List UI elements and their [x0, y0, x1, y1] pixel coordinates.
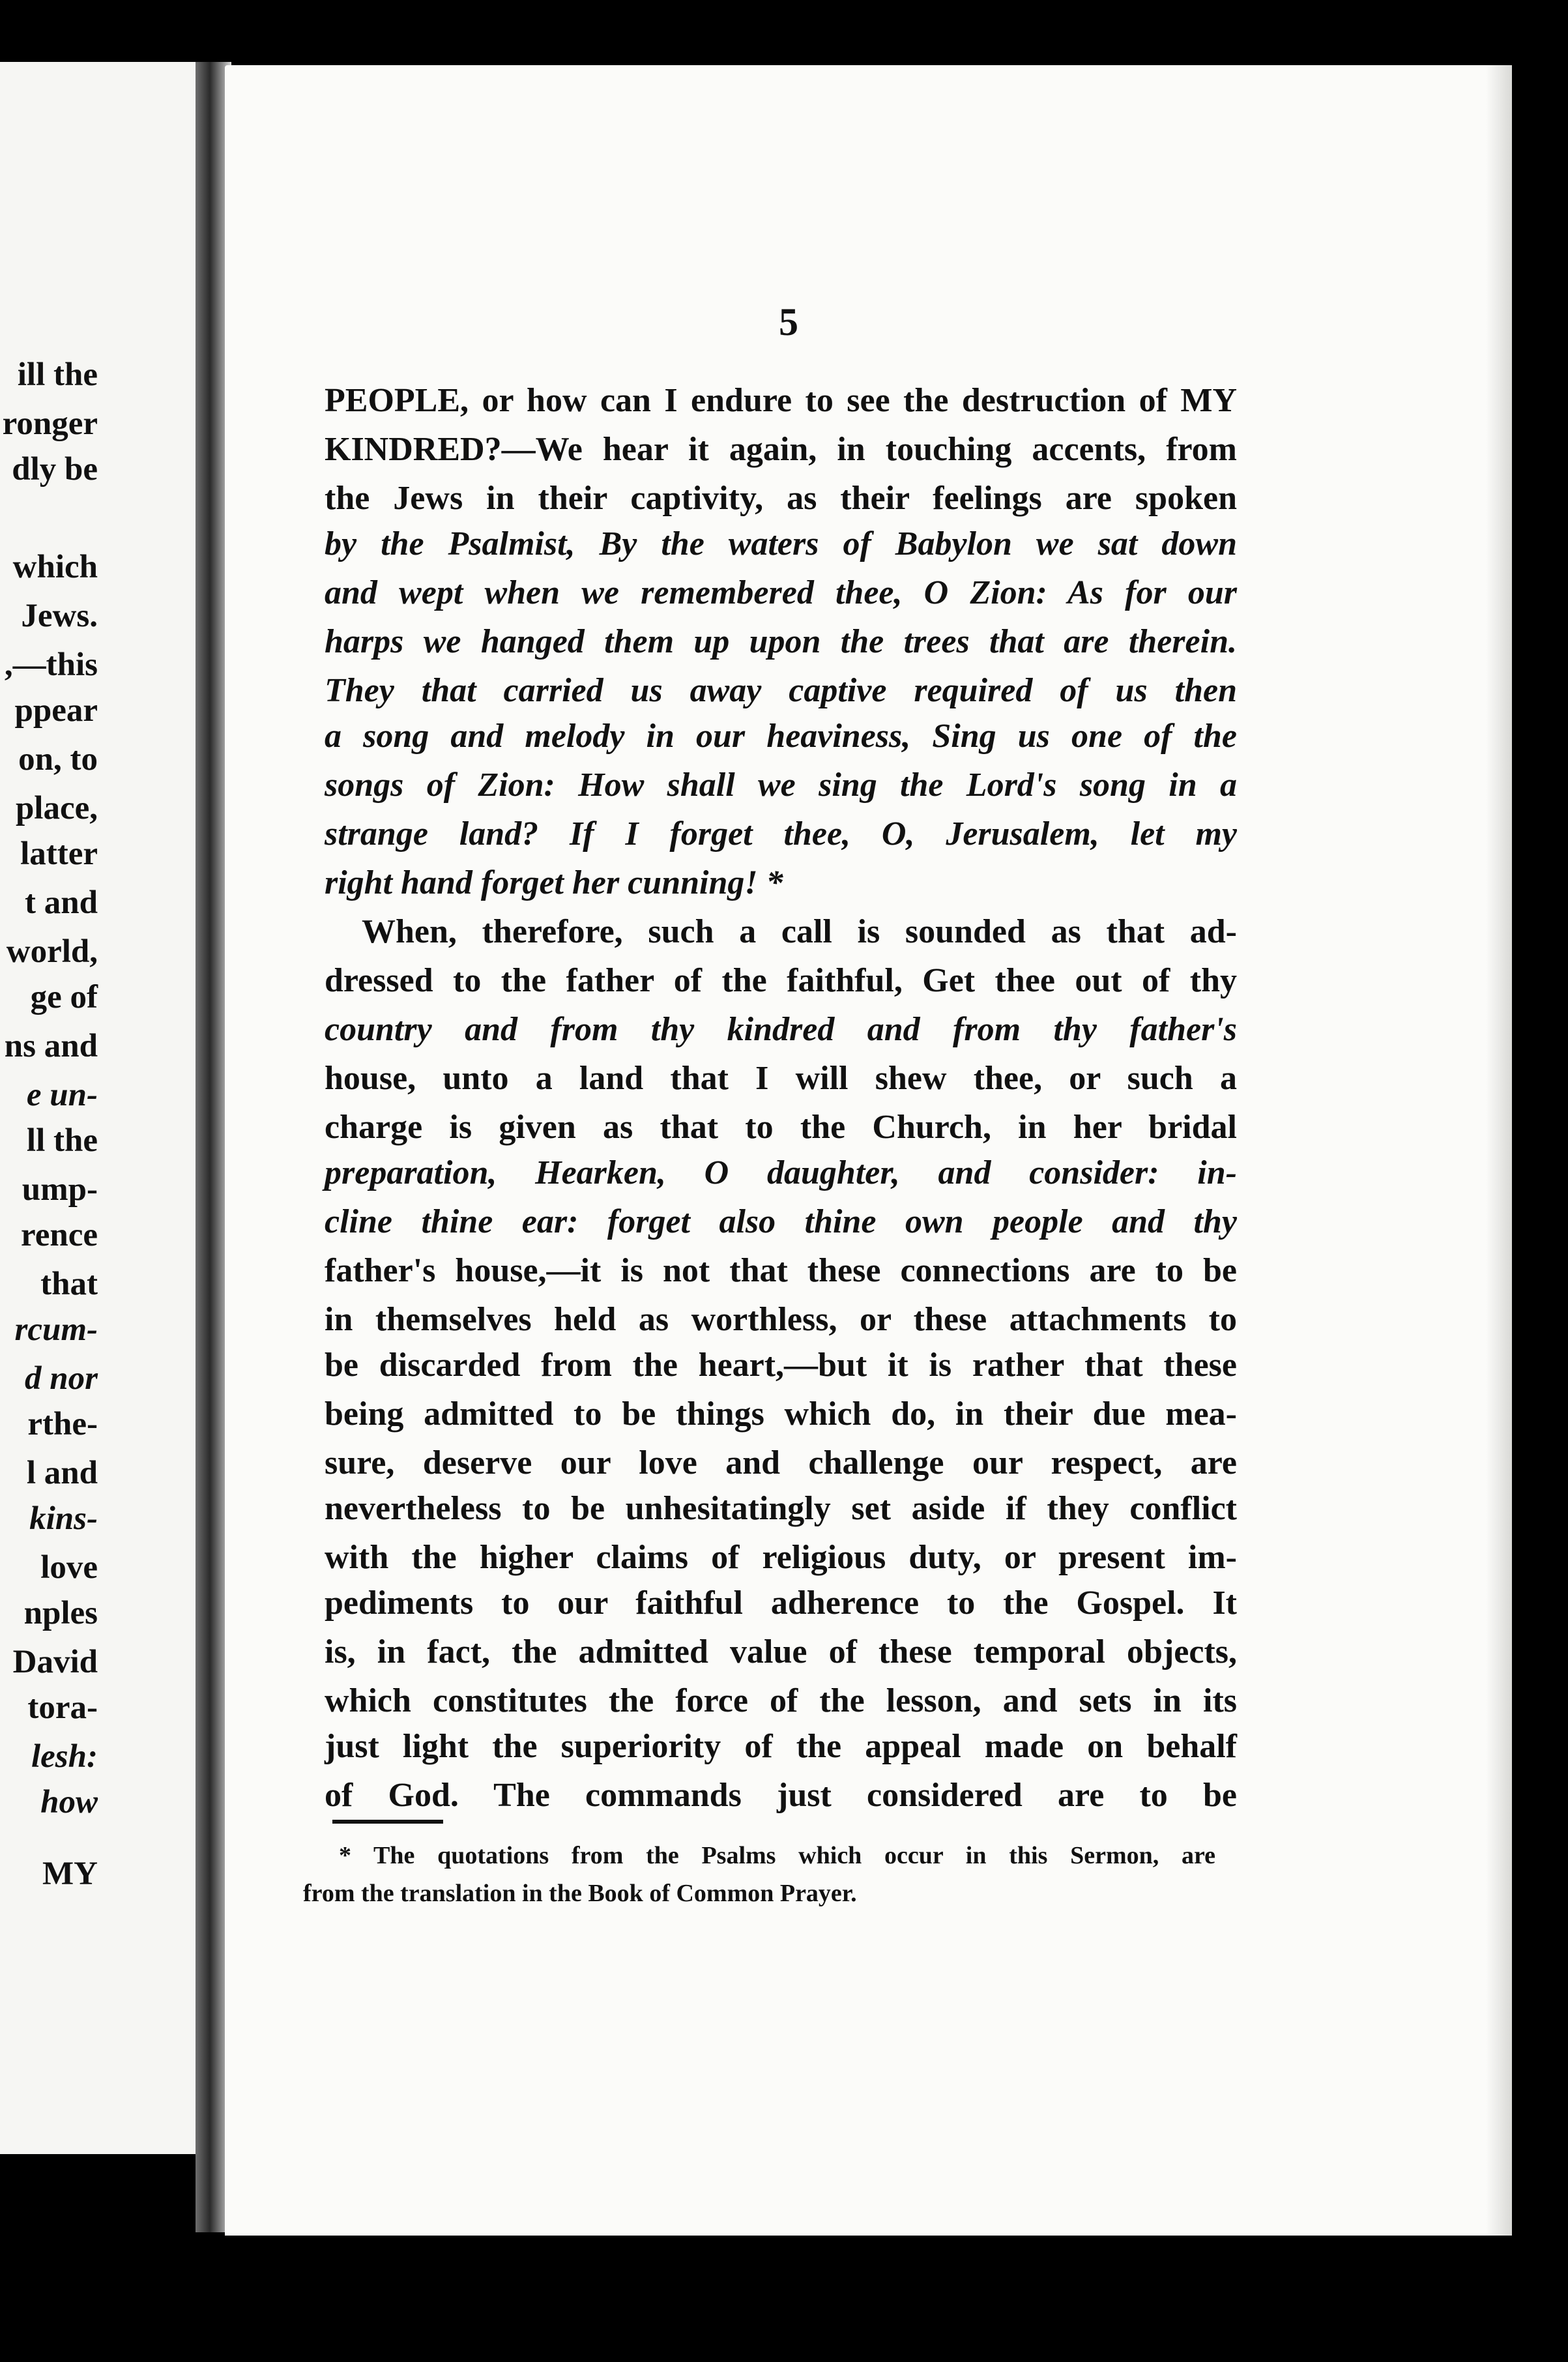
left-page-line: ump-: [22, 1171, 98, 1208]
left-page-line: David: [12, 1644, 98, 1680]
body-line: songs of Zion: How shall we sing the Lord's song in a: [325, 766, 1237, 804]
left-page-line: ge of: [30, 979, 98, 1015]
body-line: dressed to the father of the faithful, Get thee out of thy: [325, 962, 1237, 999]
body-line: PEOPLE, or how can I endure to see the destruction of MY: [325, 382, 1237, 419]
body-line: KINDRED?—We hear it again, in touching accents, from: [325, 431, 1237, 468]
body-line: the Jews in their captivity, as their feelings are spoken: [325, 480, 1237, 517]
body-line: nevertheless to be unhesitatingly set aside if they conflict: [325, 1490, 1237, 1527]
body-line: which constitutes the force of the lesson, and sets in its: [325, 1682, 1237, 1719]
body-line: house, unto a land that I will shew thee, or such a: [325, 1060, 1237, 1097]
left-page-line: tora-: [27, 1689, 98, 1726]
footnote-line: from the translation in the Book of Common Prayer.: [303, 1880, 857, 1907]
left-page-line: rcum-: [14, 1311, 98, 1348]
body-line: a song and melody in our heaviness, Sing us one of the: [325, 718, 1237, 755]
left-page-line: kins-: [29, 1500, 98, 1537]
left-page-line: l and: [26, 1455, 98, 1491]
left-page-line: place,: [15, 790, 98, 826]
body-line: When, therefore, such a call is sounded as that ad-: [362, 913, 1237, 950]
left-page-line: e un-: [26, 1077, 98, 1113]
body-line: strange land? If I forget thee, O, Jerusalem, let my: [325, 815, 1237, 853]
left-page-line: ppear: [14, 692, 98, 729]
left-page-line: ronger: [2, 405, 98, 442]
body-line: be discarded from the heart,—but it is rather that these: [325, 1347, 1237, 1384]
body-line: of God. The commands just considered are to be: [325, 1777, 1237, 1814]
left-page-line: love: [40, 1549, 98, 1586]
body-line: father's house,—it is not that these connections are to be: [325, 1252, 1237, 1289]
body-line: cline thine ear: forget also thine own people and thy: [325, 1203, 1237, 1240]
footnote-line: * The quotations from the Psalms which occur in this Sermon, are: [339, 1842, 1215, 1869]
left-page-line: latter: [20, 836, 98, 872]
left-page-line: rence: [21, 1217, 98, 1253]
page-number: 5: [779, 300, 798, 343]
left-page-line: rthe-: [27, 1406, 98, 1442]
body-line: preparation, Hearken, O daughter, and consider: in-: [325, 1154, 1237, 1191]
left-page-line: world,: [6, 933, 98, 970]
left-page-line: which: [12, 549, 98, 585]
left-page-line: ,—this: [4, 647, 98, 683]
footnote-rule: [332, 1820, 443, 1824]
left-page-line: d nor: [25, 1360, 98, 1397]
body-line: pediments to our faithful adherence to the Gospel. It: [325, 1584, 1237, 1622]
body-line: just light the superiority of the appeal made on behalf: [325, 1728, 1237, 1765]
body-line: in themselves held as worthless, or these attachments to: [325, 1301, 1237, 1338]
body-line: being admitted to be things which do, in their due mea-: [325, 1395, 1237, 1433]
left-page-line: that: [40, 1266, 98, 1302]
body-line: charge is given as that to the Church, in her bridal: [325, 1109, 1237, 1146]
left-page-line: dly be: [12, 451, 98, 488]
body-line: harps we hanged them up upon the trees that are therein.: [325, 623, 1237, 660]
body-line: by the Psalmist, By the waters of Babylon we sat down: [325, 525, 1237, 562]
body-line: and wept when we remembered thee, O Zion: As for our: [325, 574, 1237, 611]
left-page-line: on, to: [18, 741, 98, 778]
left-page-line: ll the: [26, 1122, 98, 1159]
left-page-line: t and: [25, 884, 98, 921]
body-line: They that carried us away captive required of us then: [325, 672, 1237, 709]
page-edge-shadow: [1486, 65, 1512, 2236]
body-line: is, in fact, the admitted value of these temporal objects,: [325, 1633, 1237, 1670]
left-page-line: MY: [42, 1856, 98, 1892]
left-page-line: how: [40, 1784, 98, 1820]
body-line: sure, deserve our love and challenge our respect, are: [325, 1444, 1237, 1481]
left-page-line: nples: [23, 1595, 98, 1631]
left-page-line: Jews.: [21, 598, 98, 634]
body-line: right hand forget her cunning! *: [325, 864, 783, 901]
body-line: with the higher claims of religious duty, or present im-: [325, 1539, 1237, 1576]
left-page-line: lesh:: [31, 1738, 98, 1775]
left-page-line: ns and: [4, 1028, 98, 1064]
body-line: country and from thy kindred and from thy father's: [325, 1011, 1237, 1048]
left-page-line: ill the: [17, 357, 98, 393]
